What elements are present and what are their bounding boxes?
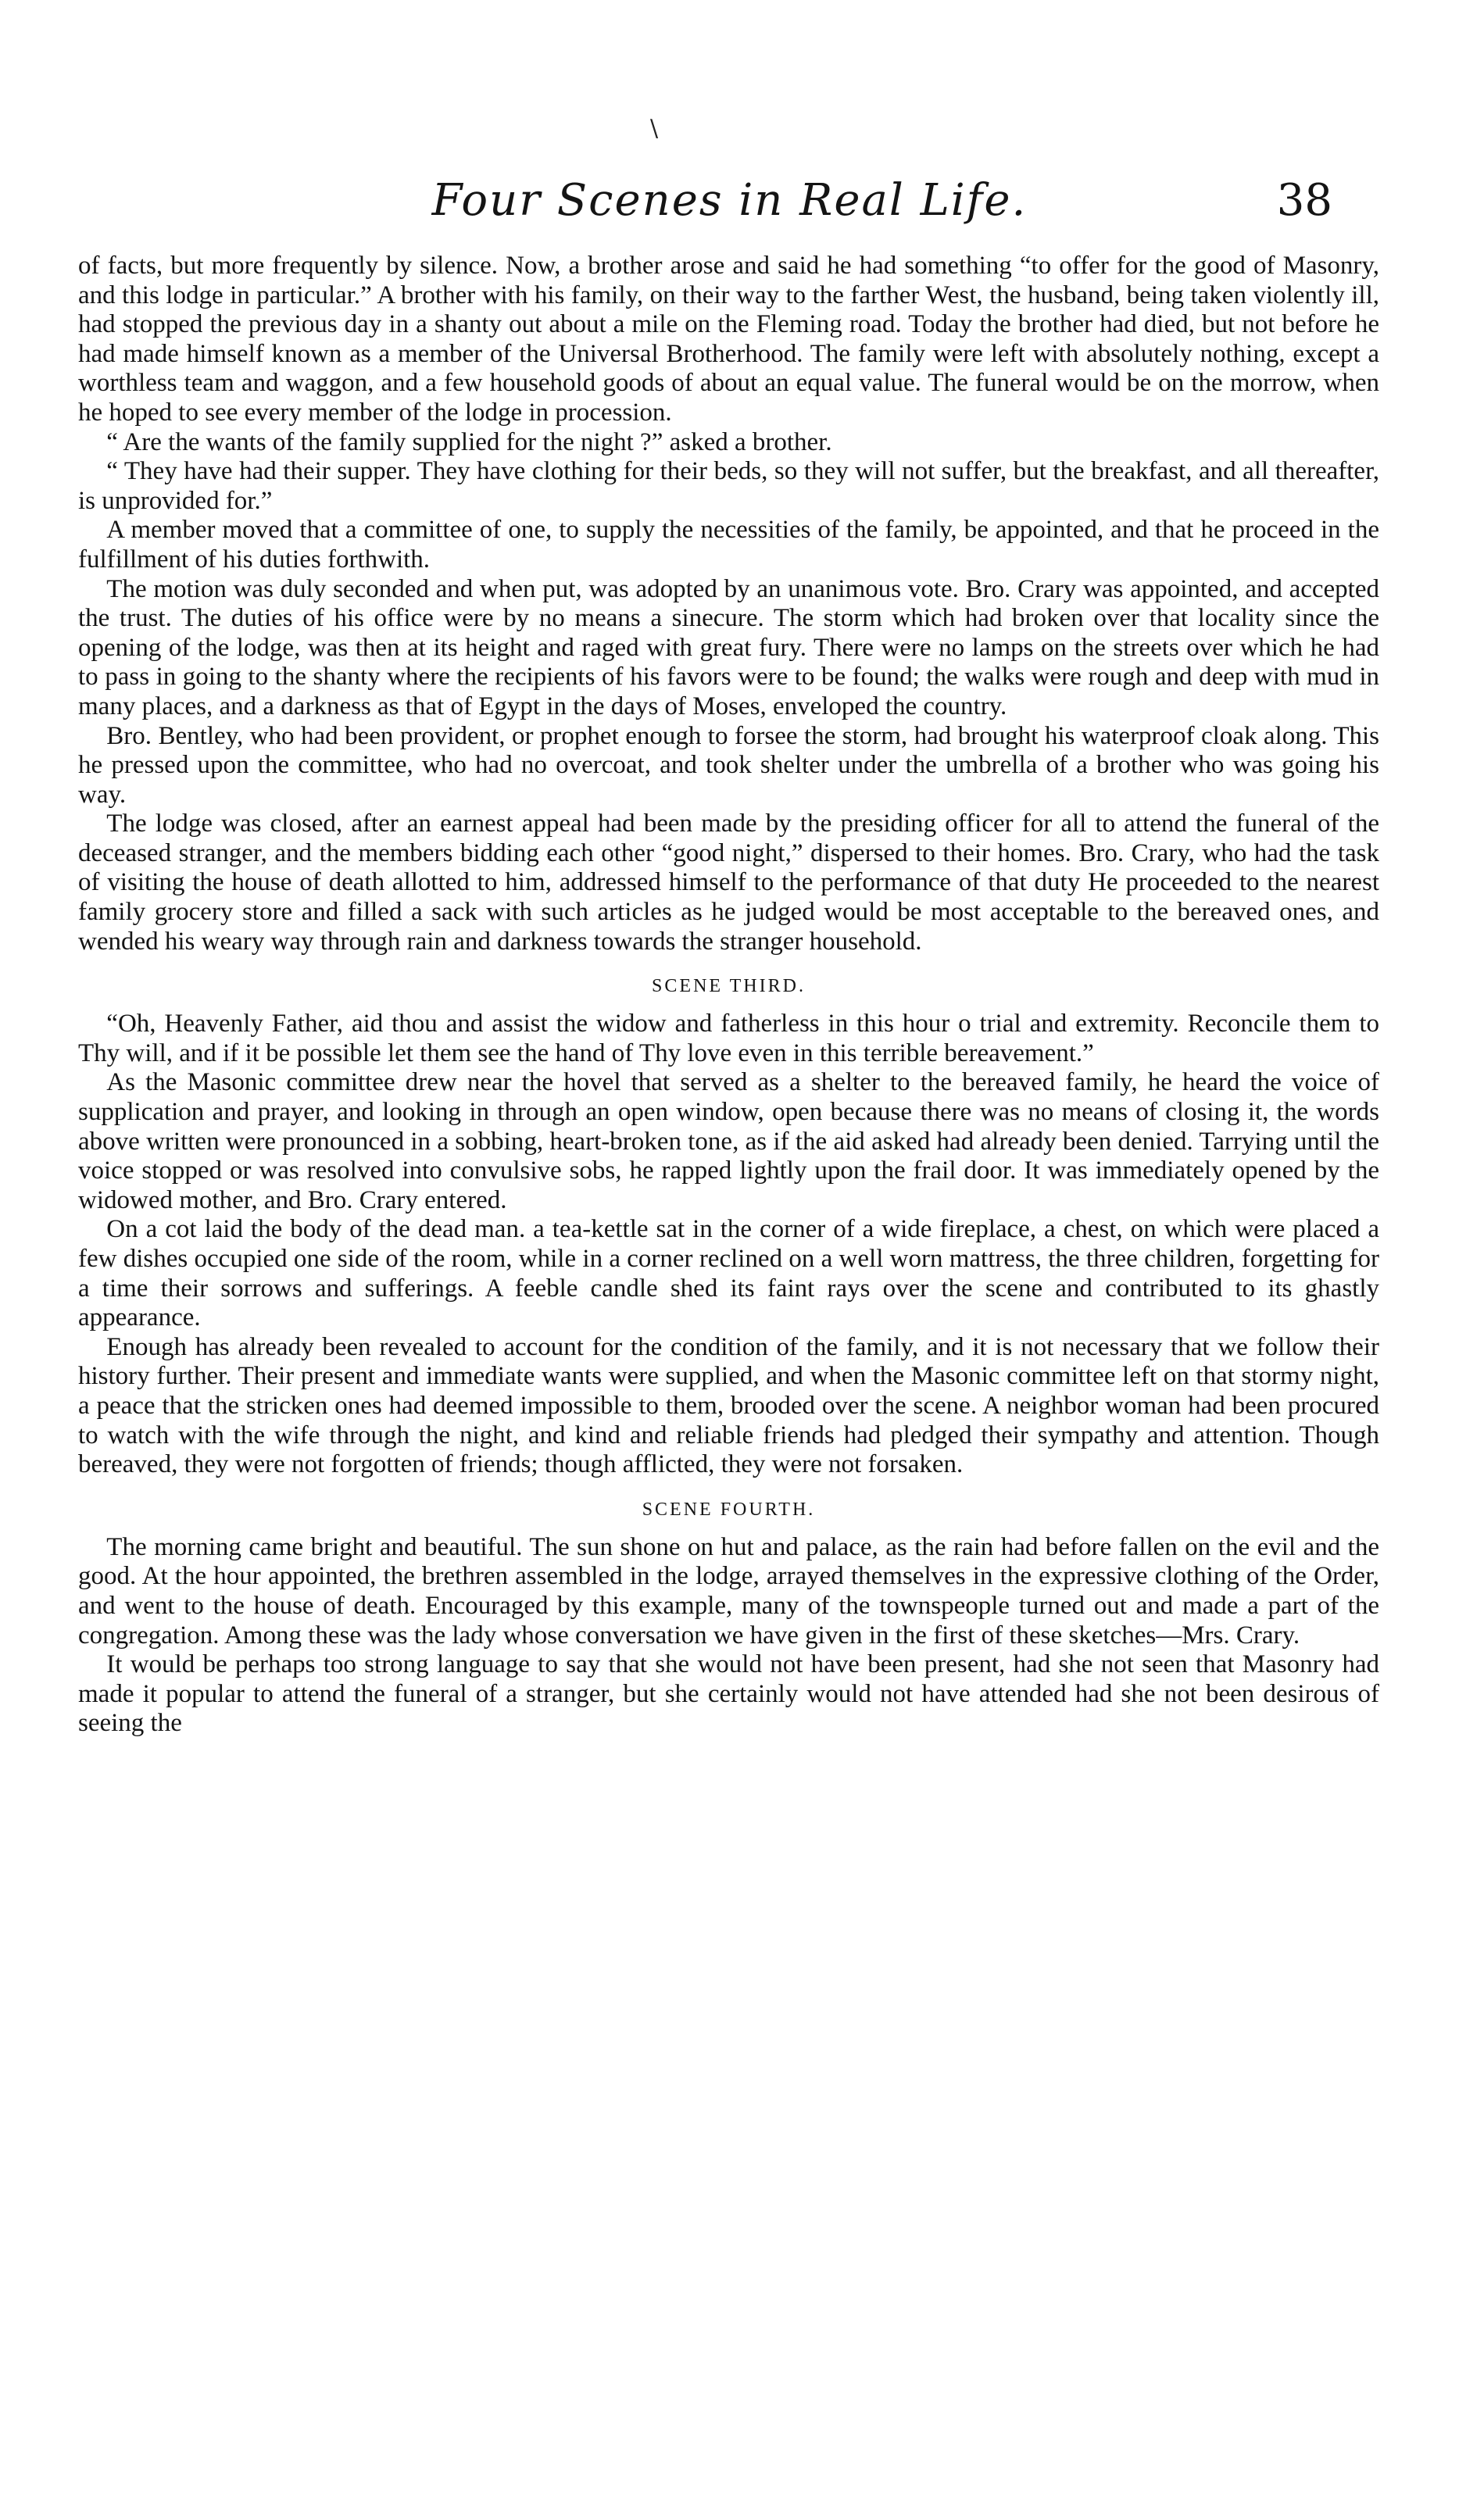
paragraph: “Oh, Heavenly Father, aid thou and assist the widow and fatherless in this hour o trial and extremity. Reconcile them to Thy will, and if it be possible let them see the hand of Thy love even in this terrible bereavement.” <box>78 1010 1379 1067</box>
paragraph: As the Masonic committee drew near the hovel that served as a shelter to the bereaved family, he heard the voice of supplication and prayer, and looking in through an open window, open because there was no means of closing it, the words above written were pronounced in a sobbing, heart-broken tone, as if the aid asked had already been denied. Tarrying until the voice stopped or was resolved into convulsive sobs, he rapped lightly upon the frail door. It was immediately opened by the widowed mother, and Bro. Crary entered. <box>78 1068 1379 1214</box>
page-number: 38 <box>1276 175 1332 226</box>
paragraph: The motion was duly seconded and when put, was adopted by an unanimous vote. Bro. Crary was appointed, and accepted the trust. The duties of his office were by no means a sinecure. The storm which had broken over that locality since the opening of the lodge, was then at its height and raged with great fury. There were no lamps on the streets over which he had to pass in going to the shanty where the recipients of his favors were to be found; the walks were rough and deep with mud in many places, and a darkness as that of Egypt in the days of Moses, enveloped the country. <box>78 574 1379 720</box>
paragraph: A member moved that a committee of one, to supply the necessities of the family, be appointed, and that he proceed in the fulfillment of his duties forthwith. <box>78 516 1379 574</box>
stray-mark: \ <box>650 115 659 142</box>
section-heading-scene-third: SCENE THIRD. <box>652 976 806 997</box>
section-heading-scene-fourth: SCENE FOURTH. <box>642 1499 816 1520</box>
running-title: Four Scenes in Real Life. <box>431 175 1028 226</box>
paragraph: It would be perhaps too strong language to say that she would not have been present, had she not seen that Masonry had made it popular to attend the funeral of a stranger, but she certainly would not have attended had she not been desirous of seeing the <box>78 1650 1379 1738</box>
paragraph: “ They have had their supper. They have clothing for their beds, so they will not suffer, but the breakfast, and all thereafter, is unprovided for.” <box>78 457 1379 515</box>
paragraph: of facts, but more frequently by silence. Now, a brother arose and said he had something “to offer for the good of Masonry, and this lodge in particular.” A brother with his family, on their way to the farther West, the husband, being taken violently ill, had stopped the previous day in a shanty out about a mile on the Fleming road. Today the brother had died, but not before he had made himself known as a member of the Universal Brotherhood. The family were left with absolutely nothing, except a worthless team and waggon, and a few household goods of about an equal value. The funeral would be on the morrow, when he hoped to see every member of the lodge in procession. <box>78 252 1379 427</box>
running-head <box>0 173 1459 236</box>
paragraph: The lodge was closed, after an earnest appeal had been made by the presiding officer for all to attend the funeral of the deceased stranger, and the members bidding each other “good night,” dispersed to their homes. Bro. Crary, who had the task of visiting the house of death allotted to him, addressed himself to the performance of that duty He proceeded to the nearest family grocery store and filled a sack with such articles as he judged would be most acceptable to the bereaved ones, and wended his weary way through rain and darkness towards the stranger household. <box>78 810 1379 956</box>
paragraph: “ Are the wants of the family supplied for the night ?” asked a brother. <box>106 427 832 456</box>
paragraph: Bro. Bentley, who had been provident, or prophet enough to forsee the storm, had brought his waterproof cloak along. This he pressed upon the committee, who had no overcoat, and took shelter under the umbrella of a brother who was going his way. <box>78 721 1379 809</box>
body-text <box>78 252 1379 1739</box>
paragraph: On a cot laid the body of the dead man. a tea-kettle sat in the corner of a wide fireplace, a chest, on which were placed a few dishes occupied one side of the room, while in a corner reclined on a well worn mattress, the three children, forgetting for a time their sorrows and sufferings. A feeble candle shed its faint rays over the scene and contributed to its ghastly appearance. <box>78 1215 1379 1332</box>
paragraph: Enough has already been revealed to account for the condition of the family, and it is not necessary that we follow their history further. Their present and immediate wants were supplied, and when the Masonic committee left on that stormy night, a peace that the stricken ones had deemed impossible to them, brooded over the scene. A neighbor woman had been procured to watch with the wife through the night, and kind and reliable friends had pledged their sympathy and attention. Though bereaved, they were not forgotten of friends; though afflicted, they were not forsaken. <box>78 1332 1379 1479</box>
paragraph: The morning came bright and beautiful. The sun shone on hut and palace, as the rain had before fallen on the evil and the good. At the hour appointed, the brethren assembled in the lodge, arrayed themselves in the expressive clothing of the Order, and went to the house of death. Encouraged by this example, many of the townspeople turned out and made a part of the congregation. Among these was the lady whose conversation we have given in the first of these sketches—Mrs. Crary. <box>78 1532 1379 1650</box>
